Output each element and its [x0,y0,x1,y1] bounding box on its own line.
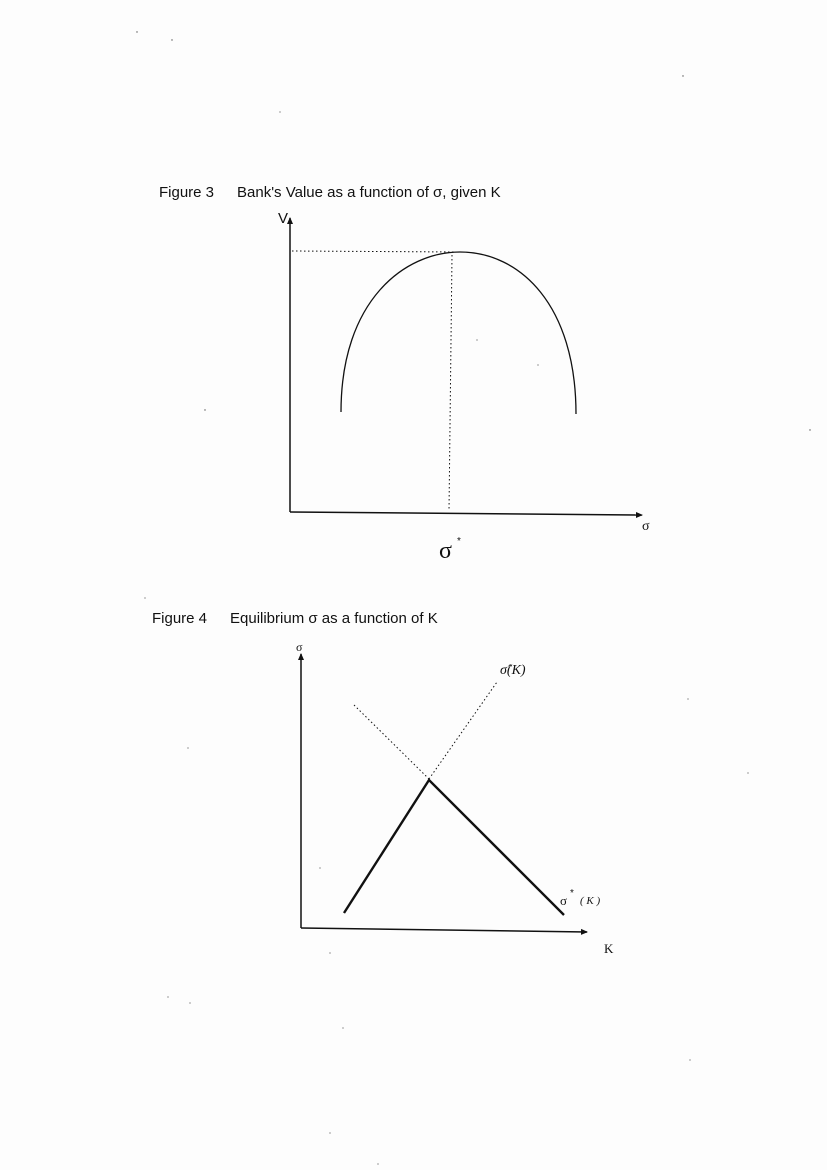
figure-4-star-curve-label: σ [560,893,568,908]
figure-3-optimum-superscript: * [457,536,461,547]
figure-4-star-curve-superscript: * [570,888,574,899]
figure-3-value-curve [341,252,576,414]
figure-3-optimum-label: σ [439,538,452,564]
figure-4-title: Equilibrium σ as a function of K [230,610,438,627]
figure-4-x-axis [301,928,587,932]
figure-3-title: Bank's Value as a function of σ, given K [237,184,501,201]
figure-4-diagram [296,640,614,956]
figure-4-hat-curve-label: σ̂(K) [500,663,526,678]
figure-3-x-axis-label: σ [642,519,650,534]
figure-3-max-vertical-guide [449,255,452,511]
figure-4-number: Figure 4 [152,610,208,627]
figure-3-diagram [278,210,650,564]
figure-4-hat-curve [429,682,497,779]
figure-3-x-axis [290,512,642,515]
figure-4-dotted-extension [354,705,429,779]
figure-4-y-axis-label: σ [296,640,303,654]
figure-4-x-axis-label: K [604,941,614,956]
figure-3-max-horizontal-guide [292,251,458,252]
figure-4-star-curve-argument: ( K ) [580,895,601,907]
figure-3-number: Figure 3 [159,184,215,201]
scan-specks [136,31,810,1164]
figure-4-star-curve [344,780,564,915]
figure-3-y-axis-label: V [278,210,289,227]
